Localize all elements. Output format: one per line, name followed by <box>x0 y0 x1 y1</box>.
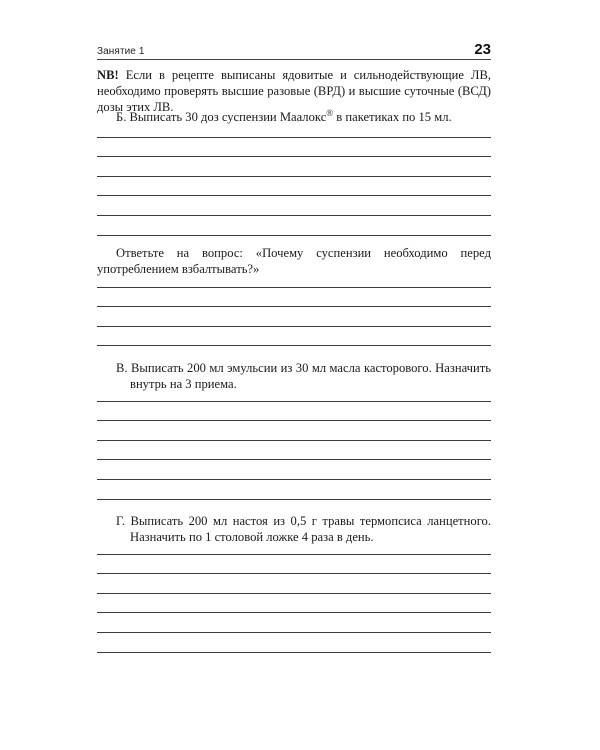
answer-line-g-5[interactable] <box>97 632 491 633</box>
task-b <box>97 109 491 125</box>
answer-line-b-1[interactable] <box>97 137 491 138</box>
question-text: Ответьте на вопрос: «Почему суспензии необходимо перед употреблением взбалтывать?» <box>97 246 491 276</box>
answer-line-v-1[interactable] <box>97 401 491 402</box>
task-g <box>97 513 491 545</box>
answer-line-b-6[interactable] <box>97 235 491 236</box>
nb-text: Если в рецепте выписаны ядовитые и сильнодействующие ЛВ, необходимо проверять высшие разовые (ВРД) и высшие суточные (ВСД) дозы этих ЛВ. <box>97 68 491 114</box>
answer-line-q-2[interactable] <box>97 306 491 307</box>
answer-line-g-1[interactable] <box>97 554 491 555</box>
answer-line-g-2[interactable] <box>97 573 491 574</box>
answer-line-v-3[interactable] <box>97 440 491 441</box>
section-label: Занятие 1 <box>97 46 145 57</box>
answer-line-v-5[interactable] <box>97 479 491 480</box>
header-rule <box>97 59 491 60</box>
answer-line-g-3[interactable] <box>97 593 491 594</box>
answer-line-v-6[interactable] <box>97 499 491 500</box>
answer-line-b-3[interactable] <box>97 176 491 177</box>
answer-line-b-2[interactable] <box>97 156 491 157</box>
nb-note <box>97 67 491 115</box>
task-v <box>97 360 491 392</box>
answer-line-q-4[interactable] <box>97 345 491 346</box>
task-b-text: Б. Выписать 30 доз суспензии Маалокс <box>116 110 327 124</box>
answer-line-v-4[interactable] <box>97 459 491 460</box>
answer-line-b-5[interactable] <box>97 215 491 216</box>
answer-line-q-3[interactable] <box>97 326 491 327</box>
nb-lead: NB! <box>97 68 119 82</box>
page-number: 23 <box>474 41 491 58</box>
task-b-text-end: в пакетиках по 15 мл. <box>333 110 452 124</box>
task-v-text: В. Выписать 200 мл эмульсии из 30 мл масла касторового. Назначить внутрь на 3 приема. <box>116 361 491 391</box>
answer-line-g-6[interactable] <box>97 652 491 653</box>
answer-line-b-4[interactable] <box>97 195 491 196</box>
answer-line-q-1[interactable] <box>97 287 491 288</box>
answer-line-g-4[interactable] <box>97 612 491 613</box>
registered-mark: ® <box>326 107 334 118</box>
question <box>97 245 491 277</box>
task-g-text: Г. Выписать 200 мл настоя из 0,5 г травы термопсиса ланцетного. Назначить по 1 столовой ложке 4 раза в день. <box>116 514 491 544</box>
answer-line-v-2[interactable] <box>97 420 491 421</box>
